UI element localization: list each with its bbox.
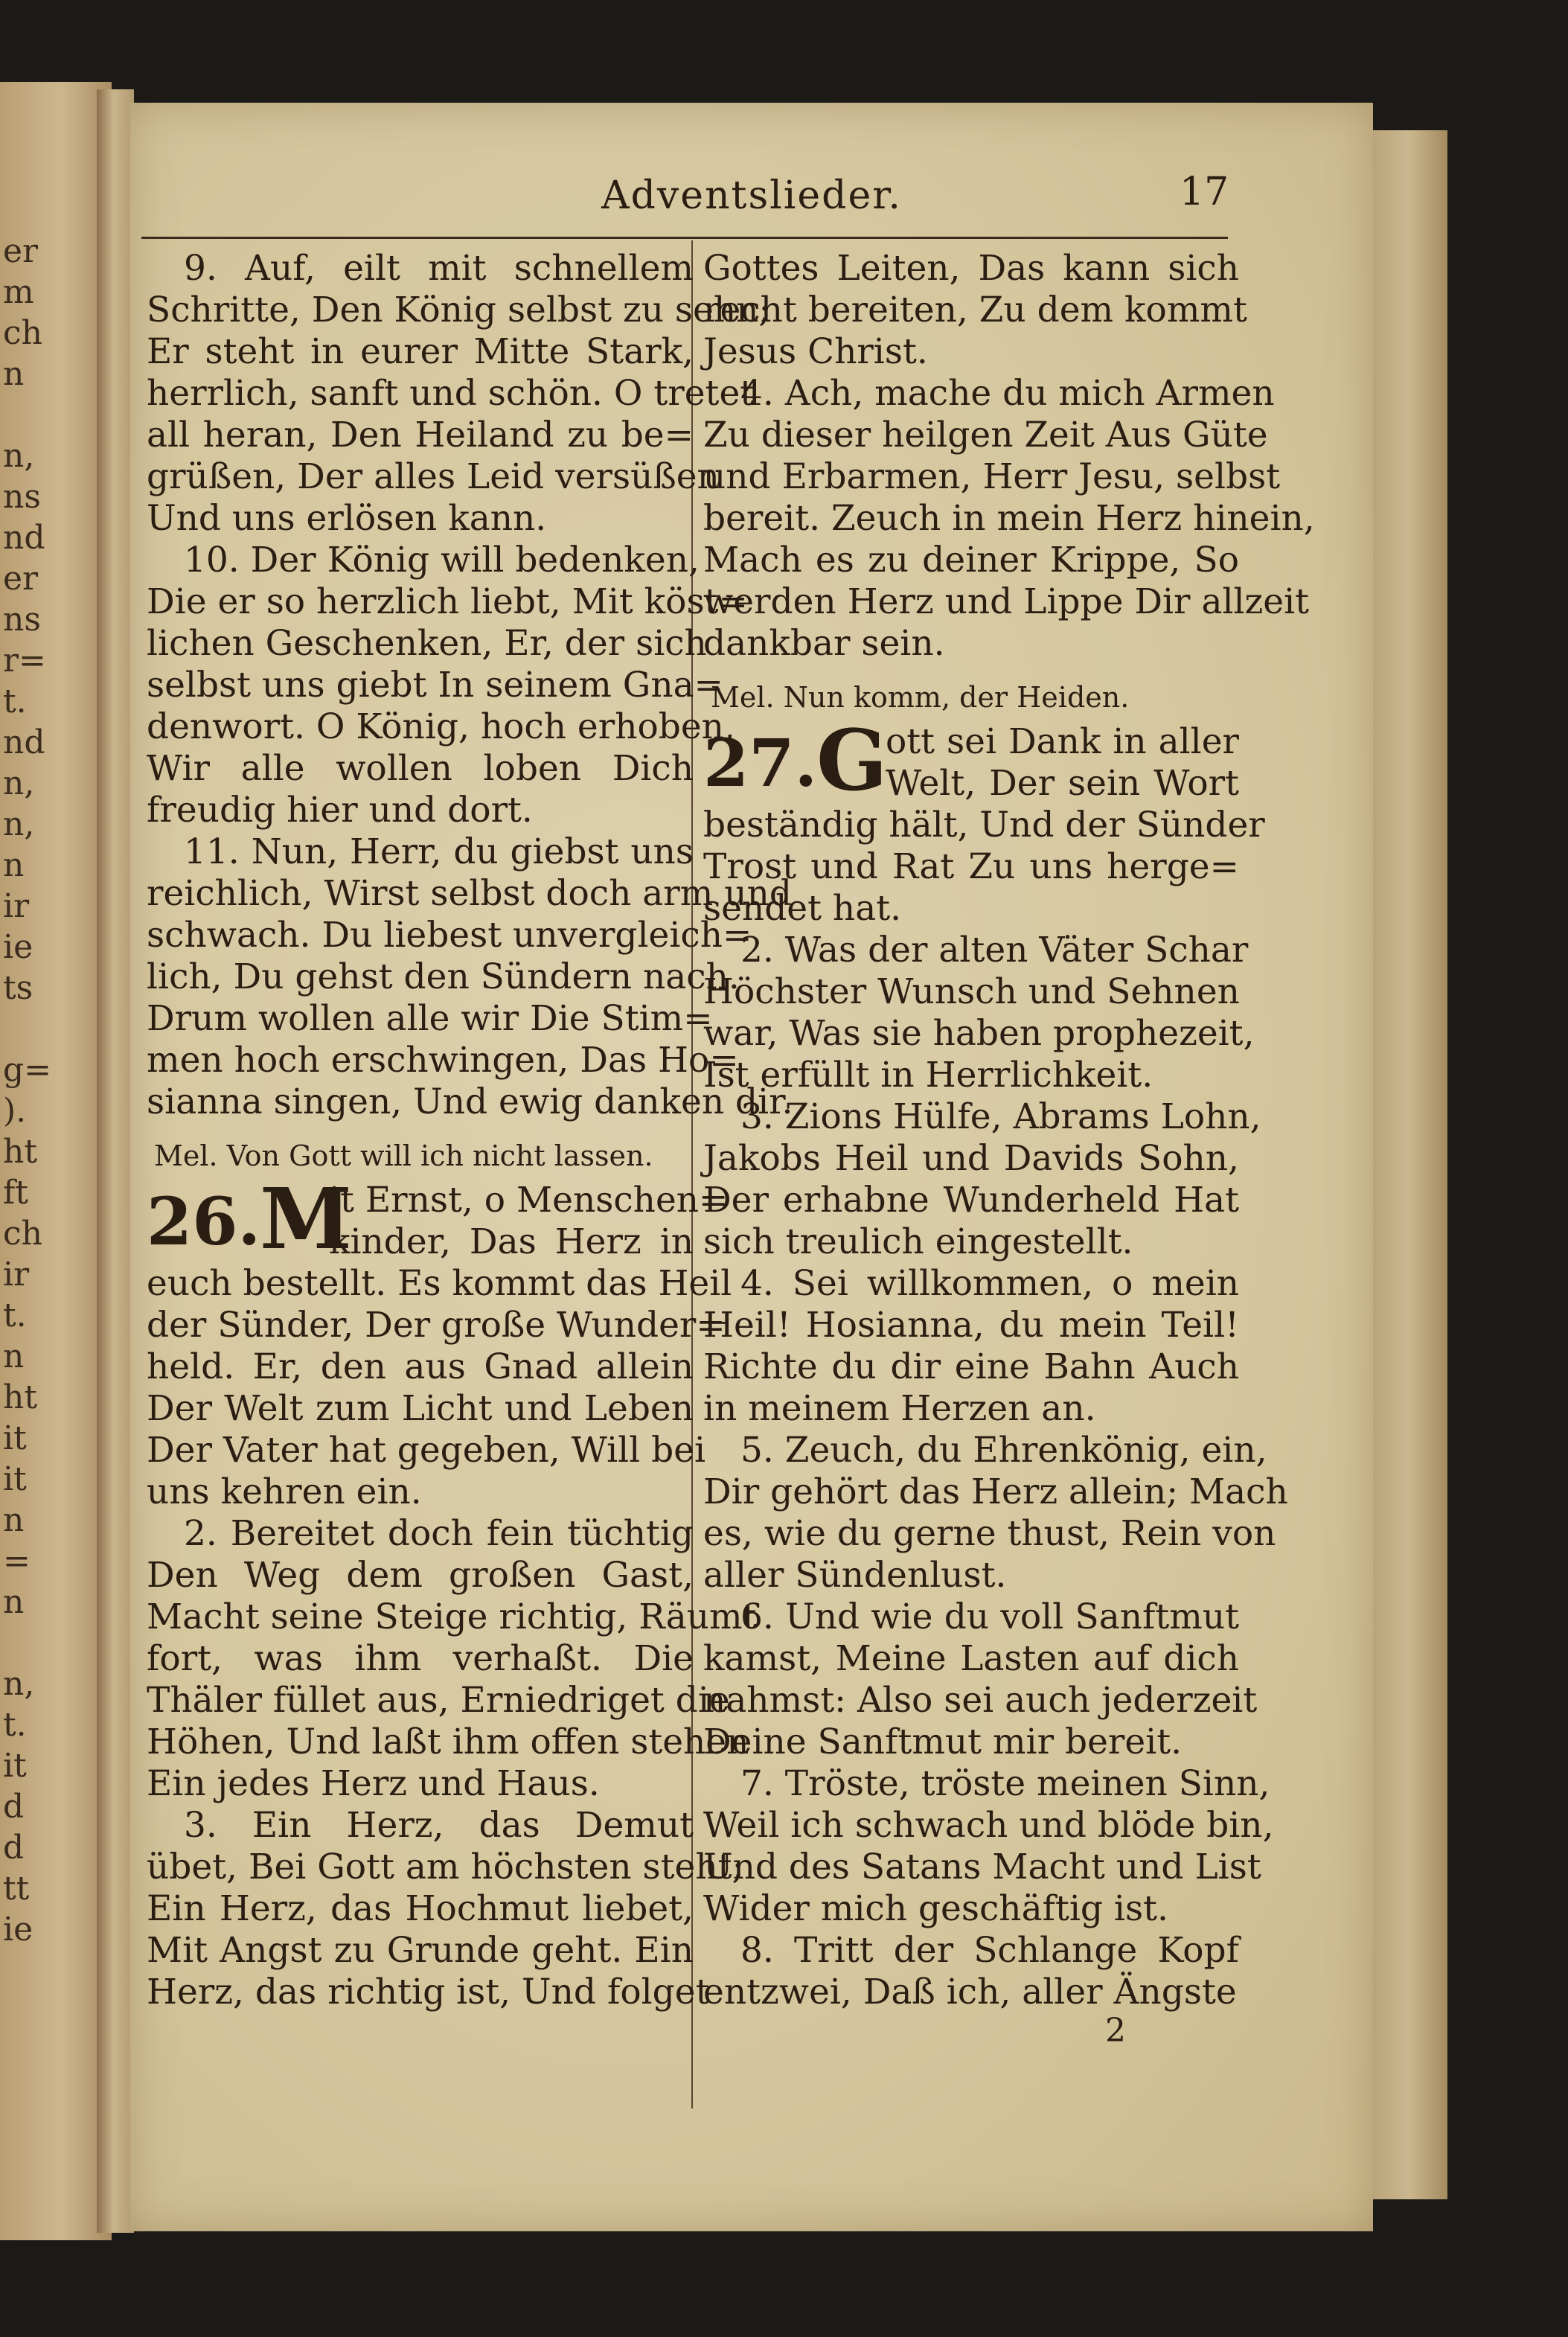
verse-line: Dir gehört das Herz allein; Mach xyxy=(703,1471,1288,1512)
verse-line: Mit Angst zu Grunde geht. Ein xyxy=(147,1930,694,1971)
verse-line: Er steht in eurer Mitte Stark, xyxy=(147,331,694,372)
verse-line: Herz, das richtig ist, Und folget xyxy=(147,1972,710,2012)
verse-line: Und des Satans Macht und List xyxy=(703,1847,1261,1887)
fragment-line: tt xyxy=(3,1870,30,1908)
verse-line: Die er so herzlich liebt, Mit köst= xyxy=(147,581,748,622)
fragment-line: ht xyxy=(3,1133,38,1171)
verse-line: 3. Ein Herz, das Demut xyxy=(184,1805,694,1846)
verse-line: recht bereiten, Zu dem kommt xyxy=(703,290,1247,330)
verse-line: werden Herz und Lippe Dir allzeit xyxy=(703,581,1310,622)
drop-initial: M xyxy=(260,1171,352,1268)
hymn-first-line: ott sei Dank in aller xyxy=(886,721,1239,762)
verse-line: Der Vater hat gegeben, Will bei xyxy=(147,1430,706,1471)
hymn-number: 27. xyxy=(703,724,818,802)
verse-line: Den Weg dem großen Gast, xyxy=(147,1555,694,1596)
fragment-line: ir xyxy=(3,887,30,925)
verse-line: und Erbarmen, Herr Jesu, selbst xyxy=(703,456,1281,497)
right-column xyxy=(703,248,1315,2013)
fragment-line: = xyxy=(3,1542,31,1580)
fragment-line: ns xyxy=(3,601,41,639)
page-number: 17 xyxy=(1180,170,1229,214)
verse-line: 11. Nun, Herr, du giebst uns xyxy=(184,831,694,872)
verse-line: Mach es zu deiner Krippe, So xyxy=(703,540,1239,581)
fragment-line: n, xyxy=(3,1665,35,1703)
verse-line: Und uns erlösen kann. xyxy=(147,498,547,539)
page-edge xyxy=(1369,130,1447,2199)
verse-line: 4. Sei willkommen, o mein xyxy=(740,1263,1239,1304)
fragment-line: ir xyxy=(3,1256,30,1294)
verse-line: 9. Auf, eilt mit schnellem xyxy=(184,248,694,289)
verse-line: übet, Bei Gott am höchsten steht; xyxy=(147,1847,744,1887)
hymn-number: 26. xyxy=(147,1183,261,1260)
verse-line: Höhen, Und laßt ihm offen stehen xyxy=(147,1721,749,1762)
verse-line: reichlich, Wirst selbst doch arm und xyxy=(147,873,792,914)
fragment-line: n xyxy=(3,846,25,884)
verse-line: 8. Tritt der Schlange Kopf xyxy=(740,1930,1239,1971)
verse-line: Thäler füllet aus, Erniedriget die xyxy=(147,1680,730,1721)
verse-line: schwach. Du liebest unvergleich= xyxy=(147,915,752,956)
fragment-line: it xyxy=(3,1460,27,1498)
verse-line: aller Sündenlust. xyxy=(703,1555,1007,1596)
verse-line: 10. Der König will bedenken, xyxy=(184,540,700,581)
fragment-line: it xyxy=(3,1747,27,1785)
verse-line: grüßen, Der alles Leid versüßen xyxy=(147,456,720,497)
verse-line: 7. Tröste, tröste meinen Sinn, xyxy=(740,1763,1270,1804)
fragment-line: it xyxy=(3,1419,27,1457)
fragment-line: ie xyxy=(3,1911,33,1948)
verse-line: beständig hält, Und der Sünder xyxy=(703,805,1265,845)
fragment-line: n xyxy=(3,1501,25,1539)
melody-line: Mel. Nun komm, der Heiden. xyxy=(711,681,1130,714)
verse-line: 3. Zions Hülfe, Abrams Lohn, xyxy=(740,1096,1261,1137)
hymn-first-line: it Ernst, o Menschen= xyxy=(329,1180,729,1221)
verse-line: kamst, Meine Lasten auf dich xyxy=(703,1638,1239,1679)
verse-line: 2. Bereitet doch fein tüchtig xyxy=(184,1513,694,1554)
verse-line: Ein Herz, das Hochmut liebet, xyxy=(147,1888,694,1929)
fragment-line: ft xyxy=(3,1174,28,1212)
verse-line: Trost und Rat Zu uns herge= xyxy=(703,846,1239,887)
verse-line: Der Welt zum Licht und Leben xyxy=(147,1388,694,1429)
drop-initial: G xyxy=(816,712,888,810)
verse-line: 4. Ach, mache du mich Armen xyxy=(740,373,1275,414)
previous-page-fragments xyxy=(3,231,52,1950)
fragment-line: ns xyxy=(3,478,41,516)
melody-line: Mel. Von Gott will ich nicht lassen. xyxy=(154,1139,653,1172)
verse-line: sianna singen, Und ewig danken dir. xyxy=(147,1081,793,1122)
verse-line: Weil ich schwach und blöde bin, xyxy=(703,1805,1274,1846)
verse-line: Macht seine Steige richtig, Räumt xyxy=(147,1596,757,1637)
fragment-line: nd xyxy=(3,723,45,761)
fragment-line: n, xyxy=(3,805,35,843)
fragment-line: ). xyxy=(3,1092,27,1130)
fragment-line: ts xyxy=(3,969,33,1007)
verse-line: Der erhabne Wunderheld Hat xyxy=(703,1180,1239,1221)
verse-line: Drum wollen alle wir Die Stim= xyxy=(147,998,713,1039)
header-rule xyxy=(141,237,1228,239)
verse-line: Gottes Leiten, Das kann sich xyxy=(703,248,1239,289)
running-header: Adventslieder. xyxy=(601,173,902,218)
previous-page xyxy=(0,82,112,2240)
hymn-heading xyxy=(703,712,1239,810)
verse-line: Deine Sanftmut mir bereit. xyxy=(703,1721,1183,1762)
verse-line: dankbar sein. xyxy=(703,623,945,664)
fragment-line: ie xyxy=(3,928,33,966)
verse-line: Wider mich geschäftig ist. xyxy=(703,1888,1168,1929)
fragment-line: r= xyxy=(3,642,46,680)
verse-line: sich treulich eingestellt. xyxy=(703,1221,1133,1262)
hymn-second-line: Welt, Der sein Wort xyxy=(886,763,1239,804)
fragment-line: er xyxy=(3,232,39,270)
fragment-line: nd xyxy=(3,519,45,557)
fragment-line xyxy=(3,394,48,435)
fragment-line: n, xyxy=(3,437,35,475)
verse-line: fort, was ihm verhaßt. Die xyxy=(147,1638,694,1679)
fragment-line xyxy=(3,1008,48,1049)
verse-line: Jakobs Heil und Davids Sohn, xyxy=(703,1138,1239,1179)
verse-line: entzwei, Daß ich, aller Ängste xyxy=(703,1972,1237,2012)
verse-line: Heil! Hosianna, du mein Teil! xyxy=(703,1305,1239,1346)
verse-line: Zu dieser heilgen Zeit Aus Güte xyxy=(703,415,1268,455)
book-gutter xyxy=(97,89,134,2233)
verse-line: es, wie du gerne thust, Rein von xyxy=(703,1513,1276,1554)
fragment-line: n, xyxy=(3,764,35,802)
verse-line: sendet hat. xyxy=(703,888,902,929)
verse-line: lichen Geschenken, Er, der sich xyxy=(147,623,707,664)
verse-line: freudig hier und dort. xyxy=(147,790,533,831)
hymn-second-line: kinder, Das Herz in xyxy=(329,1221,694,1262)
verse-line: 2. Was der alten Väter Schar xyxy=(740,930,1249,971)
verse-line: selbst uns giebt In seinem Gna= xyxy=(147,665,723,706)
fragment-line: ch xyxy=(3,314,42,352)
fragment-line: er xyxy=(3,560,39,598)
verse-line: war, Was sie haben prophezeit, xyxy=(703,1013,1255,1054)
verse-line: lich, Du gehst den Sündern nach. xyxy=(147,956,740,997)
verse-line: all heran, Den Heiland zu be= xyxy=(147,415,694,455)
fragment-line xyxy=(3,1623,48,1663)
verse-line: Höchster Wunsch und Sehnen xyxy=(703,971,1240,1012)
verse-line: Ein jedes Herz und Haus. xyxy=(147,1763,600,1804)
hymn-heading xyxy=(147,1171,729,1268)
verse-line: held. Er, den aus Gnad allein xyxy=(147,1346,694,1387)
signature-mark: 2 xyxy=(1105,2012,1126,2050)
fragment-line: m xyxy=(3,273,34,311)
verse-line: men hoch erschwingen, Das Ho= xyxy=(147,1040,739,1081)
verse-line: euch bestellt. Es kommt das Heil xyxy=(147,1263,732,1304)
fragment-line: d xyxy=(3,1829,25,1867)
fragment-line: ht xyxy=(3,1378,38,1416)
verse-line: uns kehren ein. xyxy=(147,1471,422,1512)
verse-line: herrlich, sanft und schön. O tretet xyxy=(147,373,755,414)
fragment-line: ch xyxy=(3,1215,42,1253)
verse-line: 5. Zeuch, du Ehrenkönig, ein, xyxy=(740,1430,1267,1471)
fragment-line: t. xyxy=(3,1297,27,1334)
fragment-line: d xyxy=(3,1788,25,1826)
fragment-line: n xyxy=(3,1583,25,1621)
verse-line: der Sünder, Der große Wunder= xyxy=(147,1305,726,1346)
verse-line: denwort. O König, hoch erhoben, xyxy=(147,706,735,747)
fragment-line: t. xyxy=(3,682,27,720)
verse-line: Schritte, Den König selbst zu sehn; xyxy=(147,290,771,330)
verse-line: bereit. Zeuch in mein Herz hinein, xyxy=(703,498,1315,539)
verse-line: in meinem Herzen an. xyxy=(703,1388,1096,1429)
fragment-line: n xyxy=(3,355,25,393)
fragment-line: n xyxy=(3,1337,25,1375)
fragment-line: g= xyxy=(3,1051,52,1089)
fragment-line: t. xyxy=(3,1706,27,1744)
verse-line: Jesus Christ. xyxy=(703,331,928,372)
verse-line: 6. Und wie du voll Sanftmut xyxy=(740,1596,1239,1637)
verse-line: nahmst: Also sei auch jederzeit xyxy=(703,1680,1258,1721)
verse-line: Wir alle wollen loben Dich xyxy=(147,748,694,789)
verse-line: Richte du dir eine Bahn Auch xyxy=(703,1346,1239,1387)
verse-line: Ist erfüllt in Herrlichkeit. xyxy=(703,1055,1153,1096)
book-page xyxy=(130,103,1373,2231)
